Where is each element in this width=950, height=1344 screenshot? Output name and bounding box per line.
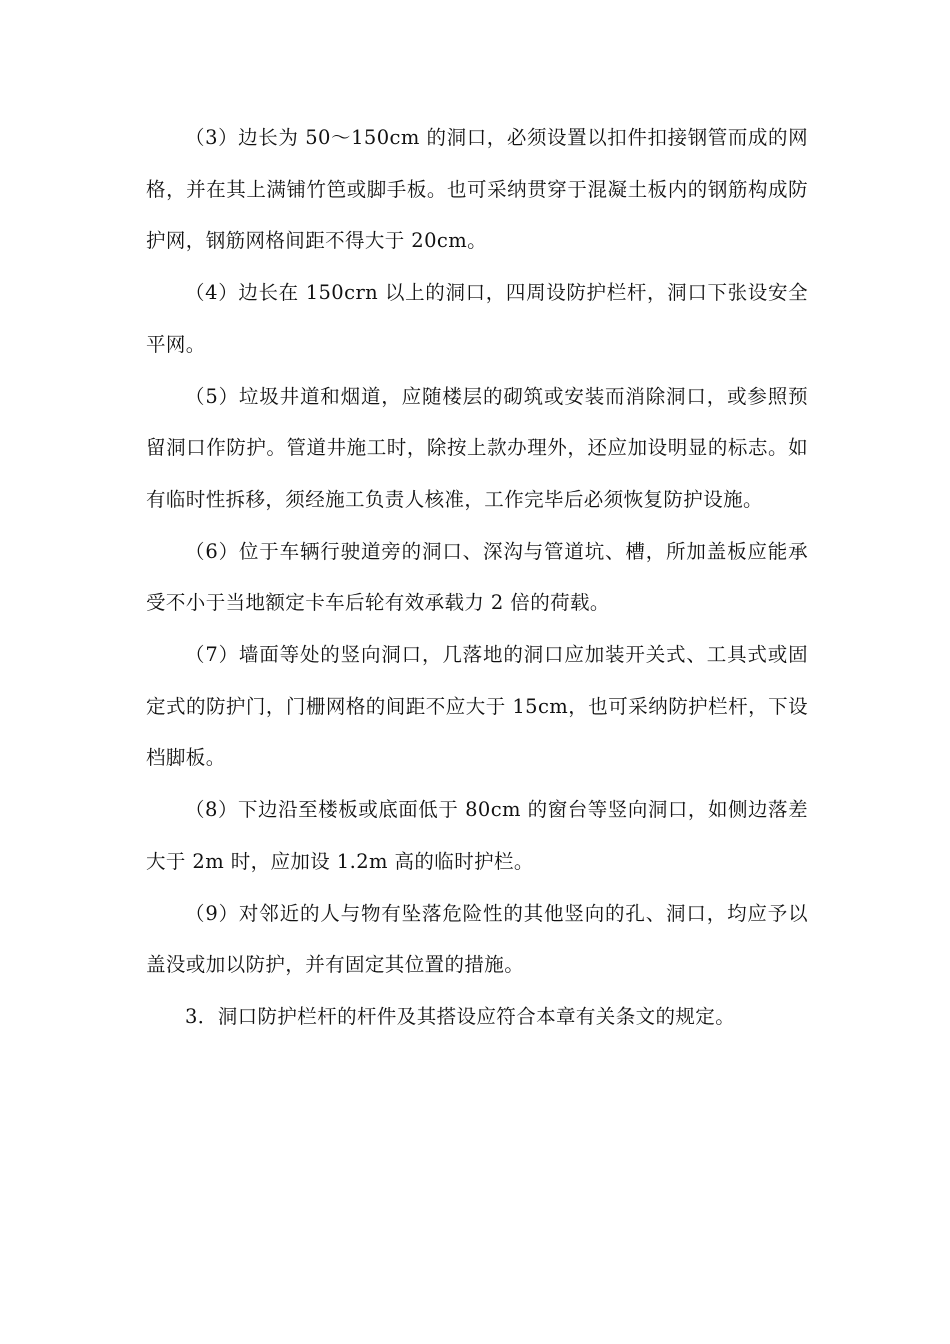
paragraph-item-6: （6）位于车辆行驶道旁的洞口、深沟与管道坑、槽，所加盖板应能承受不小于当地额定卡车后轮有效承载力 2 倍的荷载。 (146, 539, 808, 615)
paragraph-item-3: （3）边长为 50～150cm 的洞口，必须设置以扣件扣接钢管而成的网格，并在其上满铺竹笆或脚手板。也可采纳贯穿于混凝土板内的钢筋构成防护网，钢筋网格间距不得大于 20cm。 (146, 126, 808, 253)
paragraph-item-8: （8）下边沿至楼板或底面低于 80cm 的窗台等竖向洞口，如侧边落差大于 2m 时，应加设 1.2m 高的临时护栏。 (146, 798, 808, 873)
document-body (146, 112, 808, 1043)
paragraph-item-4: （4）边长在 150crn 以上的洞口，四周设防护栏杆，洞口下张设安全平网。 (146, 281, 808, 356)
paragraph-item-9: （9）对邻近的人与物有坠落危险性的其他竖向的孔、洞口，均应予以盖没或加以防护，并有固定其位置的措施。 (146, 901, 808, 977)
paragraph-item-7: （7）墙面等处的竖向洞口，几落地的洞口应加装开关式、工具式或固定式的防护门，门栅网格的间距不应大于 15cm，也可采纳防护栏杆，下设档脚板。 (146, 643, 808, 770)
paragraph-item-5: （5）垃圾井道和烟道，应随楼层的砌筑或安装而消除洞口，或参照预留洞口作防护。管道井施工时，除按上款办理外，还应加设明显的标志。如有临时性拆移，须经施工负责人核准，工作完毕后必须恢复防护设施。 (146, 384, 808, 511)
paragraph-section-3: 3．洞口防护栏杆的杆件及其搭设应符合本章有关条文的规定。 (185, 1004, 736, 1028)
